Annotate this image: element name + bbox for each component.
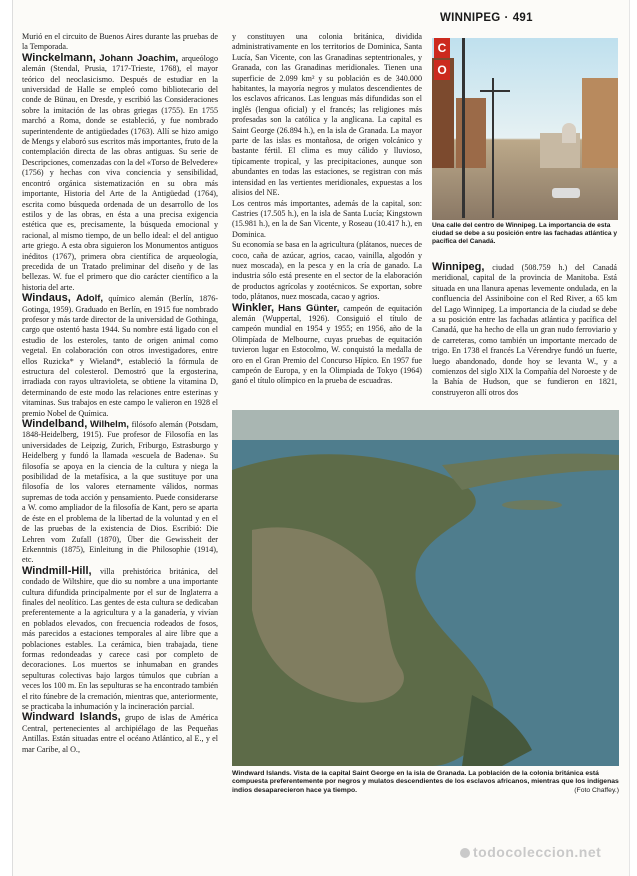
entry-windward-islands	[22, 712, 218, 755]
entry-body: filósofo alemán (Potsdam, 1848-Heidelberg, 1915). Fue profesor de Filosofía en las universidades de Leipzig, Zurich, Friburgo, Estrasburgo y Heidelberg y fundó la llamada «escuela de Badena». Su filosofía se apoya en la ciencia de la cultura y niega la posibilidad de la metafísica, a la que sustituye por una filosofía de los valores eternamente válidos, normas supremas de toda acción y pensamiento. Puede considerarse a W. como ampliador de la filosofía de Kant, pero se aparta de éste en el problema de la libertad de la voluntad y en el de las pruebas de la existencia de Dios. Escribió: Die Lehren vom Zufall (1870), Über die Gewissheit der Erkenntnis (1875), Einleitung in die Philosophie (1914), etc.	[22, 420, 218, 565]
photo-credit: (Foto Chaffey.)	[574, 786, 619, 794]
entry-head: Windelband,	[22, 418, 88, 431]
entry-body: campeón de equitación alemán (Wuppertal, 1926). Consiguió el título de campeón mundial en 1954 y 1955; en 1956, año de la Olimpíada de Melbourne, cuyas pruebas de equitación tuvieron lugar en Estocolmo, W. conquistó la medalla de oro en el Gran Premio del Concurso Hípico. En 1957 fue campeón de Europa, y en la Olimpiada de Tokyo (1964) ganó el título olímpico en la prueba de escuadras.	[232, 303, 422, 386]
entry-head: Winkler,	[232, 301, 275, 314]
entry-subhead: Adolf,	[76, 293, 104, 305]
entry-winckelmann	[22, 53, 218, 293]
running-header	[440, 12, 533, 24]
entry-body: ciudad (508.759 h.) del Canadá meridional, capital de la provincia de Manitoba. Está situada en una llanura apenas levemente ondulada, en la confluencia del Assiniboine con el Red River, a 65 km del Lago Winnipeg. La importancia de la ciudad se debe a su posición entre las fachadas atlántica y pacífica del Canadá, que ha hecho de ella un gran nudo ferroviario y de carreteras, como también un importante mercado de trigo. En 1738 el francés La Vérendrye fundó un fuerte, luego abandonado, donde hoy se levanta W., y a comienzos del siglo XIX la Compañía del Noroeste y de la Bahía de Hudson, que se fundieron en 1821, construyeron allí otros dos	[432, 263, 617, 397]
column-3	[432, 262, 617, 398]
photo-pole	[462, 38, 465, 218]
caption-text: Windward Islands. Vista de la capital Saint George en la isla de Granada. La población de la colonia británica está compuesta preferentemente por negros y mulatos descendientes de los esclavos africanos, mientras que los indígenas indios desaparecieron hace ya tiempo.	[232, 770, 619, 794]
entry-head: Windaus,	[22, 292, 71, 305]
photo-sign-letter: C	[434, 38, 450, 58]
entry-subhead: Wilhelm,	[89, 419, 129, 431]
entry-subhead: Hans Günter,	[278, 302, 340, 314]
column-1	[22, 32, 218, 755]
photo-pole	[492, 78, 494, 218]
windward-aerial-photo	[232, 410, 619, 766]
header-separator: ·	[504, 12, 509, 24]
page-number: 491	[512, 12, 533, 24]
entry-body: químico alemán (Berlín, 1876-Gotinga, 1959). Graduado en Berlín, en 1915 fue nombrado profesor y más tarde director de la universidad de Gothinga, cargo que ostentó hasta 1944. Su nombre está ligado con el estudio de los esteroles, tanto de origen animal como vegetal. En colaboración con otros investigadores, entre ellos Ruzicka* y Wieland*, estableció la fórmula de estructura del colesterol. Demostró que la ergosterina, irradiada con rayos ultravioleta, se obtiene la vitamina D, determinando de este modo las relaciones entre esterinas y vitaminas. Sus trabajos en este campo le valieron en 1928 el premio Nobel de Química.	[22, 294, 218, 418]
entry-subhead: Johann Joachim,	[99, 52, 179, 64]
entry-windaus	[22, 293, 218, 419]
photo-building	[582, 78, 618, 168]
entry-head: Windward Islands,	[22, 711, 121, 724]
entry-body: arqueólogo alemán (Stendal, Prusia, 1717-Trieste, 1768), el mayor teórico del neoclasicismo. Después de estudiar en la universidad de Halle se empleó como bibliotecario del conde de Bünau, en Dresde, y escribió las Consideraciones sobre la imitación de las obras griegas (1755). En 1755 marchó a Roma, donde se estableció, y fue nombrado superintendente de antigüedades (1763). Allí se hizo amigo de Mengs y elaboró sus escritos más importantes, fruto de la contemplación directa de las obras antiguas. Su serie de Descripciones, comenzadas con la del «Torso de Belvedere» (1756) y hechas con viva conciencia y sensibilidad, encontró orgánica sistematización en su obra más importante, Historia del Arte de la Antigüedad (1764), escrita como búsqueda ordenada de un desarrollo de los estilos y de las obras, en ésta a una precisa exigencia estética que es, precisamente, la búsqueda emocional y racional, al mismo tiempo, de un bello ideal: el del antiguo arte griego. A esta obra siguieron los Monumentos antiguos inéditos (1767), primera obra científica de arqueología, precedida de un Tratado preliminar del diseño y de las bellezas. W. fue el primero que dio carácter científico a la historia del arte.	[22, 53, 218, 292]
entry-head: Windmill-Hill,	[22, 564, 92, 577]
watermark	[460, 844, 601, 860]
aerial-landscape	[232, 410, 619, 766]
watermark-text: todocoleccion.net	[473, 844, 602, 860]
header-title: WINNIPEG	[440, 12, 501, 24]
entry-windelband	[22, 419, 218, 566]
windward-economy: Su economía se basa en la agricultura (plátanos, nueces de coco, caña de azúcar, agrios, cacao, vainilla, algodón y nuez moscada), en la pesca y en la cría de ganado. La industria sólo está presente en el sector de la elaboración de productos agrícolas y zootécnicos. Se exportan, sobre todo, plátanos, nuez moscada, cacao y agrios.	[232, 240, 422, 302]
entry-head: Winnipeg,	[432, 261, 485, 273]
photo-sign-letter: O	[434, 60, 450, 80]
photo-dome	[562, 123, 576, 143]
entry-head: Winckelmann,	[22, 51, 96, 64]
photo-building	[456, 98, 486, 168]
entry-winkler	[232, 303, 422, 387]
column-2	[232, 32, 422, 387]
entry-winnipeg	[432, 262, 617, 398]
watermark-icon	[460, 848, 470, 858]
entry-windmill-hill	[22, 566, 218, 713]
photo-caption-windward	[232, 770, 619, 795]
entry-body: villa prehistórica británica, del condado de Wiltshire, que dio su nombre a una importante cultura difundida principalmente por el sur de Inglaterra a finales del neolítico. Las gentes de esta cultura se dedicaban preferentemente a la agricultura y a la ganadería, y vivían en poblados elevados, con frecuencia rodeados de fosos, más parecidos a estaciones temporales al aire libre que a poblaciones estables. La cerámica, bien trabajada, tiene formas redondeadas y carece casi por completo de decoraciones. Los muertos se inhumaban en grandes sepulturas colectivas bajo largos túmulos que cubrían a veces los 100 m. En las sepulturas se ha encontrado también el rito fúnebre de la cremación, mientras que, anteriormente, se practicaba la inhumación y la incineración parcial.	[22, 566, 218, 711]
intro-text: Murió en el circuito de Buenos Aires durante las pruebas de la Temporada.	[22, 32, 218, 52]
photo-crossbar	[480, 90, 510, 92]
aerial-islet	[502, 500, 562, 510]
windward-centres: Los centros más importantes, además de la capital, son: Castries (17.505 h.), en la isla de Santa Lucía; Kingstown (15.981 h.), en la de San Vicente, y Roseau (10.417 h.), en Dominica.	[232, 198, 422, 239]
photo-caption-winnipeg: Una calle del centro de Winnipeg. La importancia de esta ciudad se debe a su posición entre las fachadas atlántica y pacífica del Canadá.	[432, 222, 618, 246]
photo-car	[552, 188, 580, 198]
windward-continuation: y constituyen una colonia británica, dividida administrativamente en los territorios de Dominica, Santa Lucía, San Vicente, con las Granadinas septentrionales, y Granada, con las Granadinas meridionales. Tienen una superficie de 2.099 km² y su población es de 340.000 habitantes, la mayoría negros y mulatos descendientes de los esclavos africanos. Las lenguas más difundidas son el inglés (lengua oficial) y el francés; las religiones más profesadas son la católica y la anglicana. La capital es Saint George (26.894 h.), en la isla de Granada. La mayor parte de las islas es montañosa, de origen volcánico y bastante fértil. El clima es muy cálido y lluvioso, típicamente tropical, y las precipitaciones, aunque son abundantes en todas las estaciones, se registran con más intensidad en las vertientes meridionales, expuestas a los alisios del NE.	[232, 32, 422, 198]
winnipeg-street-photo	[432, 38, 618, 220]
entry-body: grupo de islas de América Central, pertenecientes al archipiélago de las Pequeñas Antillas. Están situadas entre el océano Atlántico, al E., y el mar Caribe, al O.,	[22, 713, 218, 754]
